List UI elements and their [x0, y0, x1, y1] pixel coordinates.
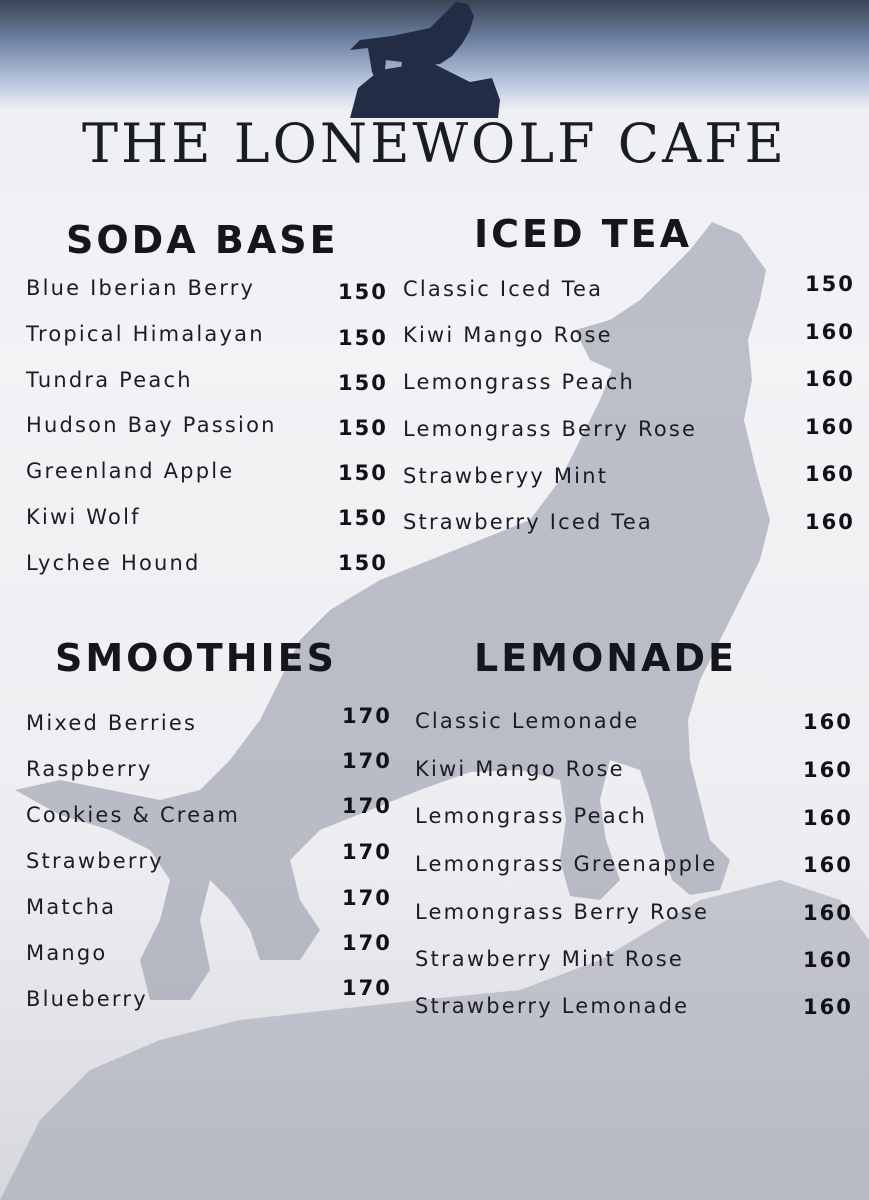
item-name: Hudson Bay Passion	[26, 413, 277, 437]
section-heading-lemonade: LEMONADE	[474, 636, 738, 680]
list-item	[26, 931, 392, 971]
list-item	[26, 551, 386, 581]
item-name: Lemongrass Greenapple	[415, 852, 718, 876]
item-name: Strawberry Lemonade	[415, 994, 690, 1018]
item-name: Matcha	[26, 895, 117, 919]
item-price: 160	[803, 758, 853, 782]
item-price: 150	[338, 280, 388, 304]
item-price: 160	[805, 415, 855, 439]
item-price: 150	[805, 272, 855, 296]
item-price: 160	[803, 948, 853, 972]
item-price: 160	[805, 462, 855, 486]
item-name: Lemongrass Berry Rose	[403, 417, 698, 441]
item-name: Lemongrass Peach	[403, 370, 636, 394]
item-price: 160	[805, 367, 855, 391]
list-item	[403, 510, 858, 540]
section-heading-smoothies: SMOOTHIES	[55, 636, 337, 680]
list-item	[415, 757, 860, 787]
item-name: Cookies & Cream	[26, 803, 241, 827]
item-price: 160	[803, 710, 853, 734]
list-item	[415, 709, 860, 739]
item-name: Kiwi Mango Rose	[415, 757, 625, 781]
list-item	[403, 417, 858, 447]
cafe-title: THE LONEWOLF CAFE	[82, 112, 787, 175]
list-item	[415, 852, 860, 882]
list-item	[26, 459, 386, 489]
list-item	[26, 794, 392, 833]
section-heading-soda-base: SODA BASE	[66, 218, 339, 262]
item-price: 160	[803, 995, 853, 1019]
item-price: 170	[342, 976, 392, 1000]
item-name: Classic Iced Tea	[403, 277, 604, 301]
item-name: Kiwi Mango Rose	[403, 323, 613, 347]
list-item	[26, 704, 392, 741]
item-price: 160	[803, 853, 853, 877]
item-name: Strawberry	[26, 849, 164, 873]
item-name: Blue Iberian Berry	[26, 276, 256, 300]
item-name: Blueberry	[26, 987, 148, 1011]
item-price: 170	[342, 794, 392, 818]
list-item	[26, 505, 386, 535]
item-name: Tundra Peach	[26, 368, 193, 392]
list-item	[26, 413, 386, 443]
list-item	[415, 804, 860, 834]
item-name: Lemongrass Peach	[415, 804, 648, 828]
list-item	[26, 976, 392, 1017]
item-price: 150	[338, 416, 388, 440]
list-item	[415, 947, 860, 977]
item-price: 170	[342, 931, 392, 955]
item-price: 160	[803, 806, 853, 830]
list-item	[403, 320, 858, 353]
list-item	[26, 749, 392, 787]
item-price: 150	[338, 506, 388, 530]
section-heading-iced-tea: ICED TEA	[474, 212, 693, 256]
item-price: 170	[342, 886, 392, 910]
list-item	[403, 272, 858, 307]
list-item	[26, 368, 386, 398]
item-price: 150	[338, 326, 388, 350]
item-price: 150	[338, 371, 388, 395]
item-name: Tropical Himalayan	[26, 322, 265, 346]
item-price: 150	[338, 551, 388, 575]
list-item	[26, 840, 392, 879]
top-wolf-logo-icon	[350, 2, 500, 118]
item-name: Raspberry	[26, 757, 153, 781]
list-item	[26, 322, 386, 352]
item-price: 160	[805, 510, 855, 534]
item-name: Strawberyy Mint	[403, 464, 609, 488]
list-item	[415, 994, 860, 1024]
list-item	[26, 276, 386, 306]
item-name: Strawberry Iced Tea	[403, 510, 654, 534]
list-item	[415, 900, 860, 930]
item-price: 170	[342, 749, 392, 773]
item-name: Kiwi Wolf	[26, 505, 141, 529]
item-price: 170	[342, 704, 392, 728]
item-price: 170	[342, 840, 392, 864]
item-name: Lemongrass Berry Rose	[415, 900, 710, 924]
item-name: Mango	[26, 941, 108, 965]
item-price: 160	[803, 901, 853, 925]
list-item	[26, 886, 392, 925]
item-name: Mixed Berries	[26, 711, 198, 735]
item-name: Classic Lemonade	[415, 709, 640, 733]
list-item	[403, 367, 858, 400]
list-item	[403, 464, 858, 494]
item-price: 160	[805, 320, 855, 344]
item-price: 150	[338, 461, 388, 485]
item-name: Lychee Hound	[26, 551, 201, 575]
item-name: Greenland Apple	[26, 459, 235, 483]
item-name: Strawberry Mint Rose	[415, 947, 685, 971]
